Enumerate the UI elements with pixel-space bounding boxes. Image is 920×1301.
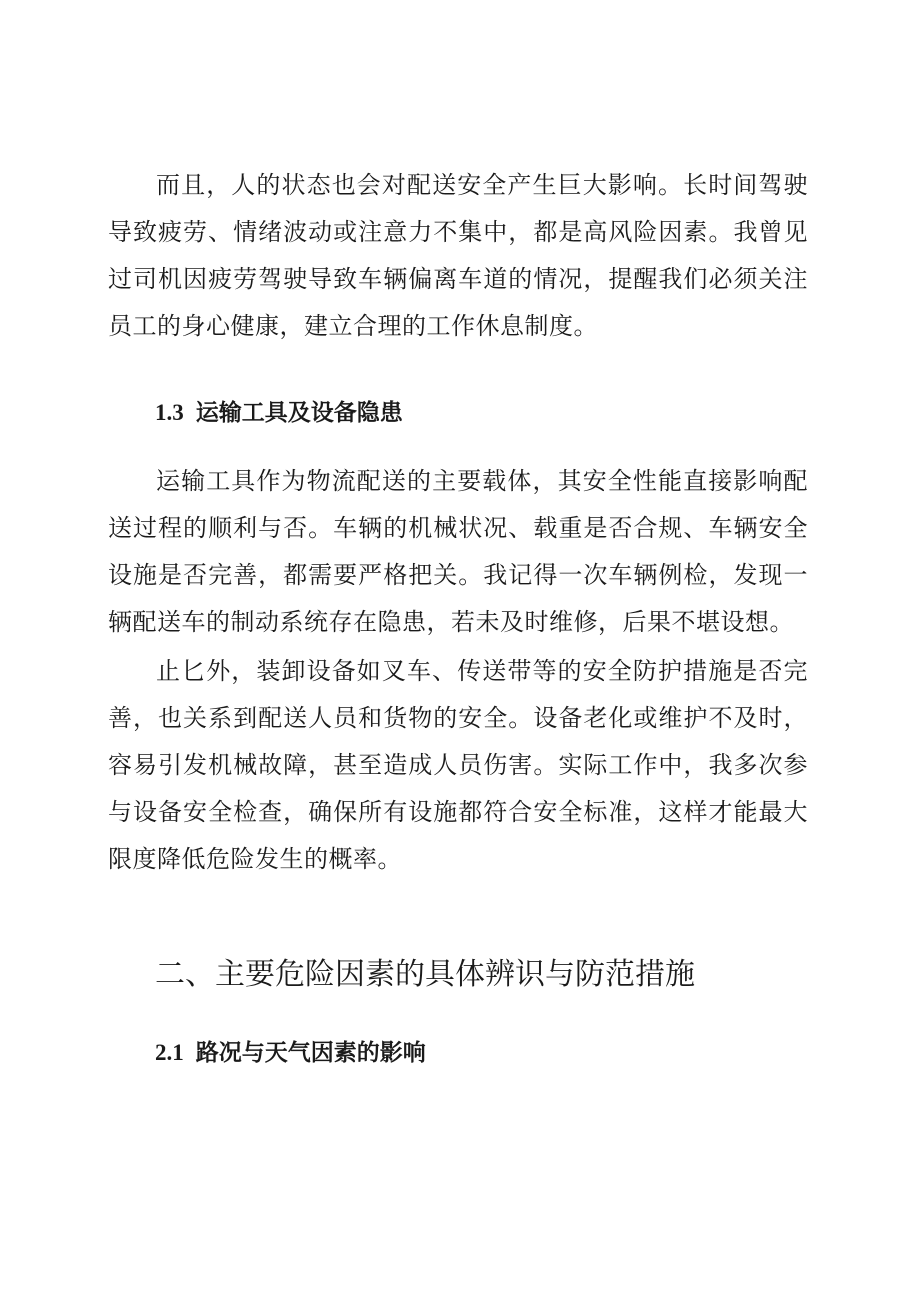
chapter-heading-2: 二、主要危险因素的具体辨识与防范措施 [155, 957, 695, 992]
paragraph-driver-state: 而且，人的状态也会对配送安全产生巨大影响。长时间驾驶导致疲劳、情绪波动或注意力不集中，都是高风险因素。我曾见过司机因疲劳驾驶导致车辆偏离车道的情况，提醒我们必须关注员工的身心健康，建立合理的工作休息制度。 [108, 171, 808, 340]
section-heading-1-3 [155, 398, 403, 428]
paragraph-vehicle-safety: 运输工具作为物流配送的主要载体，其安全性能直接影响配送过程的顺利与否。车辆的机械状况、载重是否合规、车辆安全设施是否完善，都需要严格把关。我记得一次车辆例检，发现一辆配送车的制动系统存在隐患，若未及时维修，后果不堪设想。 [108, 467, 808, 636]
paragraph-loading-equipment: 止匕外，装卸设备如叉车、传送带等的安全防护措施是否完善，也关系到配送人员和货物的安全。设备老化或维护不及时，容易引发机械故障，甚至造成人员伤害。实际工作中，我多次参与设备安全检查，确保所有设施都符合安全标准，这样才能最大限度降低危险发生的概率。 [108, 657, 808, 873]
section-title: 路况与天气因素的影响 [195, 1039, 426, 1066]
section-title: 运输工具及设备隐患 [195, 399, 403, 426]
section-number: 1.3 [155, 400, 184, 425]
section-heading-2-1 [155, 1038, 426, 1068]
section-number: 2.1 [155, 1040, 184, 1065]
